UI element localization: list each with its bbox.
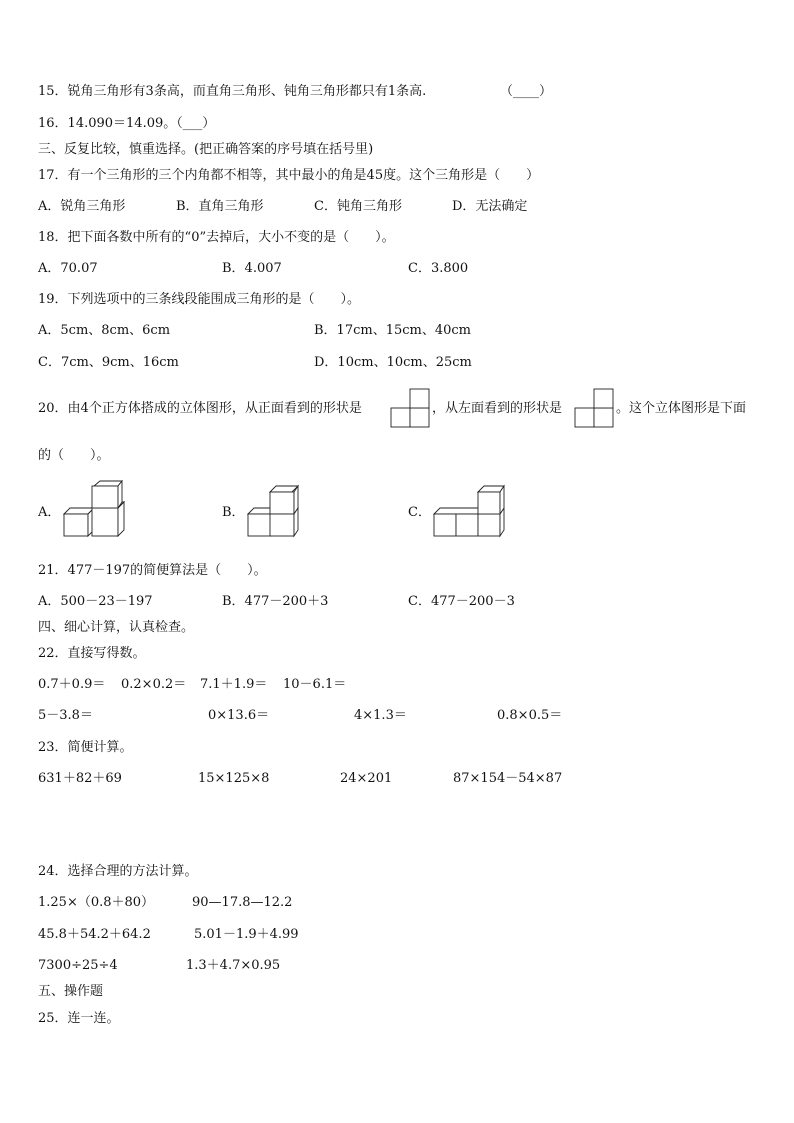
q20-option-b-figure[interactable]	[246, 484, 302, 540]
q18-option-a[interactable]: A．70.07	[38, 261, 98, 276]
front-view-figure	[390, 388, 432, 428]
q21-option-b[interactable]: B．477－200＋3	[222, 594, 329, 609]
question-21: 21．477－197的简便算法是（ ）。	[38, 563, 267, 578]
q22-item: 7.1＋1.9＝	[200, 677, 268, 692]
q23-item: 24×201	[340, 771, 393, 786]
front-view-square	[410, 408, 429, 427]
cube-stack-b	[248, 486, 298, 536]
left-view-square	[594, 408, 613, 427]
question-15	[38, 84, 426, 100]
q22-item: 0×13.6＝	[208, 708, 270, 723]
front-view-square	[391, 408, 410, 427]
question-20-part3: 。这个立体图形是下面	[616, 401, 747, 416]
question-20-line2: 的（ ）。	[38, 448, 110, 463]
q20-option-a-figure[interactable]	[62, 480, 126, 540]
question-20-part2: ，从左面看到的形状是	[432, 401, 563, 416]
q20-option-a-label[interactable]: A．	[38, 505, 61, 520]
q17-option-c[interactable]: C．钝角三角形	[314, 199, 402, 214]
question-15-text: 15．锐角三角形有3条高，而直角三角形、钝角三角形都只有1条高.	[38, 84, 427, 99]
section-5-heading: 五、操作题	[38, 984, 104, 999]
q24-item: 7300÷25÷4	[38, 958, 118, 973]
q19-option-c[interactable]: C．7cm、9cm、16cm	[38, 355, 179, 370]
q24-item: 5.01－1.9＋4.99	[194, 927, 299, 942]
question-16: 16．14.090＝14.09。（___）	[38, 116, 216, 131]
q17-option-b[interactable]: B．直角三角形	[176, 199, 264, 214]
question-24: 24．选择合理的方法计算。	[38, 864, 198, 879]
q23-item: 15×125×8	[198, 771, 270, 786]
q22-item: 0.8×0.5＝	[497, 708, 563, 723]
question-20-part1: 20．由4个正方体搭成的立体图形，从正面看到的形状是	[38, 401, 362, 416]
q18-option-b[interactable]: B．4.007	[222, 261, 282, 276]
q24-item: 1.25×（0.8＋80）	[38, 895, 155, 910]
q20-option-c-figure[interactable]	[432, 484, 510, 540]
q22-item: 4×1.3＝	[354, 708, 407, 723]
q24-item: 90—17.8—12.2	[192, 895, 293, 910]
q22-item: 10－6.1＝	[283, 677, 347, 692]
q17-option-d[interactable]: D．无法确定	[452, 199, 528, 214]
left-view-square	[575, 408, 594, 427]
question-18: 18．把下面各数中所有的“0”去掉后，大小不变的是（ ）。	[38, 230, 395, 245]
question-17: 17．有一个三角形的三个内角都不相等，其中最小的角是45度。这个三角形是（ ）	[38, 168, 540, 183]
left-view-square	[594, 389, 613, 408]
section-4-heading: 四、细心计算，认真检查。	[38, 620, 195, 635]
question-15-answer-paren[interactable]: （____）	[500, 84, 553, 99]
q19-option-a[interactable]: A．5cm、8cm、6cm	[38, 323, 171, 338]
q22-item: 0.2×0.2＝	[121, 677, 187, 692]
q19-option-d[interactable]: D．10cm、10cm、25cm	[314, 355, 472, 370]
cube-stack-c	[434, 486, 504, 536]
q19-option-b[interactable]: B．17cm、15cm、40cm	[314, 323, 472, 338]
left-view-figure	[574, 388, 616, 428]
question-23: 23．简便计算。	[38, 740, 133, 755]
question-22: 22．直接写得数。	[38, 646, 146, 661]
q20-option-c-label[interactable]: C．	[408, 505, 431, 520]
q18-option-c[interactable]: C．3.800	[408, 261, 469, 276]
q23-item: 631＋82＋69	[38, 771, 122, 786]
q22-item: 0.7＋0.9＝	[38, 677, 106, 692]
front-view-square	[410, 389, 429, 408]
q23-item: 87×154－54×87	[453, 771, 563, 786]
q22-item: 5－3.8＝	[38, 708, 93, 723]
q21-option-a[interactable]: A．500－23－197	[38, 594, 153, 609]
question-25: 25．连一连。	[38, 1011, 120, 1026]
q21-option-c[interactable]: C．477－200－3	[408, 594, 515, 609]
question-19: 19．下列选项中的三条线段能围成三角形的是（ ）。	[38, 292, 361, 307]
q24-item: 1.3＋4.7×0.95	[186, 958, 281, 973]
q24-item: 45.8＋54.2＋64.2	[38, 927, 151, 942]
q17-option-a[interactable]: A．锐角三角形	[38, 199, 126, 214]
section-3-heading: 三、反复比较，慎重选择。(把正确答案的序号填在括号里)	[38, 142, 374, 157]
cube-stack-a	[64, 481, 124, 536]
q20-option-b-label[interactable]: B．	[222, 505, 245, 520]
